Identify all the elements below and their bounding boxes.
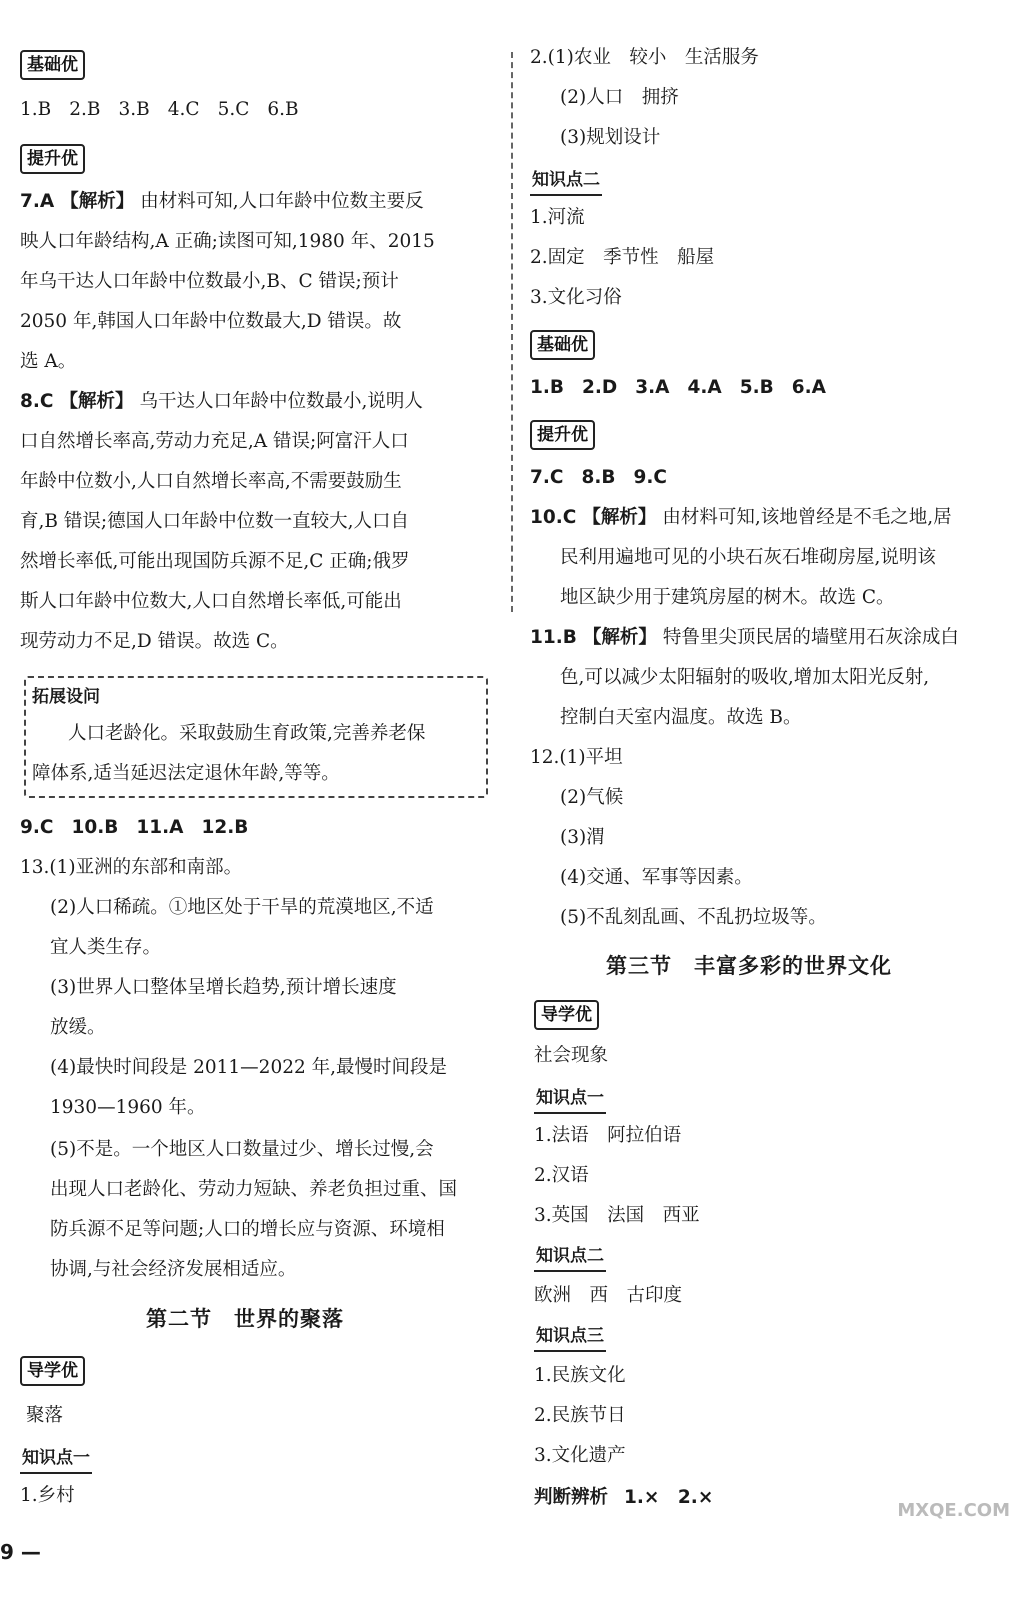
- answer: 12.B: [201, 817, 249, 838]
- k2b-line: 欧洲 西 古印度: [534, 1285, 683, 1306]
- q13-line: 出现人口老龄化、劳动力短缺、养老负担过重、国: [50, 1179, 458, 1200]
- q13-line: 放缓。: [50, 1017, 106, 1038]
- q10-line: 民利用遍地可见的小块石灰石堆砌房屋,说明该: [560, 547, 936, 568]
- answer: 4.C: [167, 99, 200, 120]
- answer: 5.C: [217, 99, 250, 120]
- q7-line: 年乌干达人口年龄中位数最小,B、C 错误;预计: [20, 271, 399, 292]
- answer: 2.B: [69, 99, 101, 120]
- q12-line: 12.(1)平坦: [530, 747, 623, 768]
- answer: 5.B: [739, 377, 774, 398]
- knowledge-point-1: 知识点一: [534, 1084, 606, 1114]
- k2-line: 2.固定 季节性 船屋: [530, 247, 715, 268]
- q8-line: 然增长率低,可能出现国防兵源不足,C 正确;俄罗: [20, 551, 410, 572]
- q8-text: 乌干达人口年龄中位数最小,说明人: [139, 391, 423, 412]
- section-3-title: 第三节 丰富多彩的世界文化: [606, 954, 892, 978]
- q13-line: 协调,与社会经济发展相适应。: [50, 1259, 297, 1280]
- q13-line: (2)人口稀疏。①地区处于干旱的荒漠地区,不适: [50, 897, 434, 918]
- knowledge-point-2: 知识点二: [530, 166, 602, 196]
- answers-9-12: [20, 808, 266, 848]
- q7-text: 由材料可知,人口年龄中位数主要反: [140, 191, 424, 212]
- q8-line: [20, 382, 423, 422]
- k1-line: 1.法语 阿拉伯语: [534, 1125, 682, 1146]
- daoxue-answer: 聚落: [26, 1405, 64, 1426]
- knowledge-point-3: 知识点三: [534, 1322, 606, 1352]
- q12-line: (2)气候: [560, 787, 624, 808]
- q8-line: 口自然增长率高,劳动力充足,A 错误;阿富汗人口: [20, 431, 409, 452]
- q11-line: 控制白天室内温度。故选 B。: [560, 707, 802, 728]
- answers-7-9: [530, 458, 685, 498]
- knowledge-point-1: 知识点一: [20, 1444, 92, 1474]
- q11-head: 11.B: [530, 627, 577, 648]
- answers-1-6: [20, 90, 317, 130]
- q13-line: 1930—1960 年。: [50, 1097, 206, 1118]
- q12-line: (4)交通、军事等因素。: [560, 867, 753, 888]
- q10-line: [530, 498, 952, 538]
- q11-text: 特鲁里尖顶民居的墙壁用石灰涂成白: [662, 627, 959, 648]
- judge-label: 判断辨析: [534, 1487, 609, 1508]
- q13-line: 宜人类生存。: [50, 937, 162, 958]
- judge-line: [534, 1478, 713, 1518]
- answers-1-6: [530, 368, 844, 408]
- q7-head: 7.A: [20, 191, 55, 212]
- tag-tisheng: 提升优: [530, 420, 595, 450]
- answer: 9.C: [20, 817, 54, 838]
- answer: 11.A: [136, 817, 184, 838]
- q10-text: 由材料可知,该地曾经是不毛之地,居: [662, 507, 952, 528]
- jiexi-label: 【解析】: [582, 507, 657, 528]
- tag-tisheng: 提升优: [20, 144, 85, 174]
- tag-daoxue: 导学优: [534, 1000, 599, 1030]
- k3-line: 3.文化遗产: [534, 1445, 626, 1466]
- answer: 1.B: [530, 377, 565, 398]
- k1-line: 3.英国 法国 西亚: [534, 1205, 700, 1226]
- answer: 8.B: [581, 467, 616, 488]
- tag-jichu: 基础优: [20, 50, 85, 80]
- answer: 7.C: [530, 467, 564, 488]
- tag-daoxue: 导学优: [20, 1356, 85, 1386]
- k3-line: 2.民族节日: [534, 1405, 626, 1426]
- judge-answer: 1.× 2.×: [624, 1487, 714, 1508]
- q7-line: [20, 182, 424, 222]
- q8-line: 年龄中位数小,人口自然增长率高,不需要鼓励生: [20, 471, 402, 492]
- k2-line: 3.文化习俗: [530, 287, 622, 308]
- q13-line: (3)世界人口整体呈增长趋势,预计增长速度: [50, 977, 397, 998]
- q13-line: (4)最快时间段是 2011—2022 年,最慢时间段是: [50, 1057, 448, 1078]
- box-line: 障体系,适当延迟法定退休年龄,等等。: [32, 763, 340, 784]
- box-line: 人口老龄化。采取鼓励生育政策,完善养老保: [68, 723, 426, 744]
- section-2-title: 第二节 世界的聚落: [146, 1307, 344, 1331]
- extension-box: [24, 676, 488, 798]
- answer: 3.A: [635, 377, 670, 398]
- answer: 1.B: [20, 99, 52, 120]
- q7-line: 映人口年龄结构,A 正确;读图可知,1980 年、2015: [20, 231, 435, 252]
- k1-line: 2.汉语: [534, 1165, 589, 1186]
- q8-line: 现劳动力不足,D 错误。故选 C。: [20, 631, 289, 652]
- knowledge-point-2: 知识点二: [534, 1242, 606, 1272]
- q13-line: 13.(1)亚洲的东部和南部。: [20, 857, 243, 878]
- q11-line: 色,可以减少太阳辐射的吸收,增加太阳光反射,: [560, 667, 930, 688]
- box-title: 拓展设问: [32, 687, 100, 707]
- column-divider: [511, 52, 513, 612]
- r2-line: 2.(1)农业 较小 生活服务: [530, 47, 759, 68]
- r2-line: (3)规划设计: [560, 127, 661, 148]
- jiexi-label: 【解析】: [582, 627, 657, 648]
- q11-line: [530, 618, 959, 658]
- q7-line: 2050 年,韩国人口年龄中位数最大,D 错误。故: [20, 311, 402, 332]
- k3-line: 1.民族文化: [534, 1365, 626, 1386]
- jiexi-label: 【解析】: [60, 191, 135, 212]
- answer: 6.A: [791, 377, 826, 398]
- tag-jichu: 基础优: [530, 330, 595, 360]
- q8-head: 8.C: [20, 391, 54, 412]
- q12-line: (3)渭: [560, 827, 605, 848]
- page-number-text: 9: [0, 1540, 14, 1564]
- jiexi-label: 【解析】: [59, 391, 134, 412]
- q13-line: (5)不是。一个地区人口数量过少、增长过慢,会: [50, 1139, 434, 1160]
- q7-line: 选 A。: [20, 351, 77, 372]
- q8-line: 斯人口年龄中位数大,人口自然增长率低,可能出: [20, 591, 402, 612]
- answer: 2.D: [582, 377, 618, 398]
- answer: 4.A: [687, 377, 722, 398]
- answer: 3.B: [118, 99, 150, 120]
- kp1-answer: 1.乡村: [20, 1485, 75, 1506]
- answer: 6.B: [267, 99, 299, 120]
- k2-line: 1.河流: [530, 207, 585, 228]
- q8-line: 育,B 错误;德国人口年龄中位数一直较大,人口自: [20, 511, 409, 532]
- watermark: MXQE.COM: [897, 1500, 1010, 1521]
- daoxue-answer: 社会现象: [534, 1045, 609, 1066]
- q13-line: 防兵源不足等问题;人口的增长应与资源、环境相: [50, 1219, 445, 1240]
- q10-line: 地区缺少用于建筑房屋的树木。故选 C。: [560, 587, 895, 608]
- q10-head: 10.C: [530, 507, 577, 528]
- q12-line: (5)不乱刻乱画、不乱扔垃圾等。: [560, 907, 827, 928]
- answer: 9.C: [633, 467, 667, 488]
- page-number: 9 —: [0, 1540, 41, 1564]
- answer: 10.B: [71, 817, 119, 838]
- r2-line: (2)人口 拥挤: [560, 87, 679, 108]
